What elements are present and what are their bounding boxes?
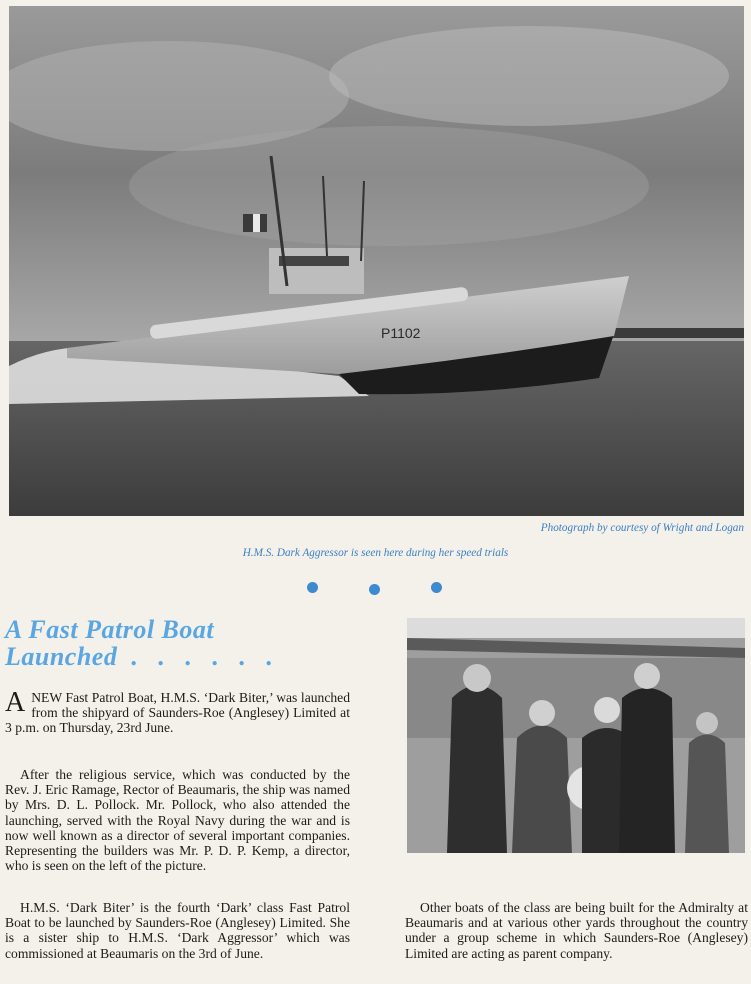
patrol-boat-photo: [9, 6, 744, 516]
section-divider-dots: [303, 582, 453, 602]
headline-leader-dots: . . . . . .: [131, 642, 280, 671]
article-paragraph-1: [5, 687, 350, 736]
headline-line-1: A Fast Patrol Boat: [5, 615, 215, 644]
launching-ceremony-photo: [407, 618, 745, 853]
photo-caption: H.M.S. Dark Aggressor is seen here during her speed trials: [242, 547, 509, 559]
canopy: [407, 618, 745, 638]
article-paragraph-4: Other boats of the class are being built for the Admiralty at Beaumaris and at various other yards throughout the country under a group scheme in which Saunders-Roe (Anglesey) Limited are acting as parent company.: [405, 900, 748, 961]
man-left-figure: [447, 686, 507, 854]
man-right-figure: [619, 688, 675, 853]
paragraph-1-text: NEW Fast Patrol Boat, H.M.S. ‘Dark Biter,’ was launched from the shipyard of Saunders-Roe (Anglesey) Limited at 3 p.m. on Thursday, 23rd June.: [5, 690, 350, 736]
photo-credit: Photograph by courtesy of Wright and Logan: [540, 522, 744, 534]
article-paragraph-2: After the religious service, which was conducted by the Rev. J. Eric Ramage, Rector of Beaumaris, the ship was named by Mrs. D. L. Pollock. Mr. Pollock, who also attended the launching, served with the Royal Navy during the war and is now well known as a director of several important companies. Representing the builders was Mr. P. D. P. Kemp, a director, who is seen on the left of the picture.: [5, 767, 350, 874]
patrol-boat-illustration: [9, 6, 744, 516]
divider-dot: [307, 582, 318, 593]
article-headline: [5, 616, 365, 670]
divider-dot: [431, 582, 442, 593]
drop-cap: A: [5, 687, 26, 718]
hull-marking: P1102: [381, 325, 421, 341]
headline-line-2: Launched: [5, 642, 118, 671]
woman-right-figure: [685, 735, 729, 854]
article-paragraph-3: H.M.S. ‘Dark Biter’ is the fourth ‘Dark’ class Fast Patrol Boat to be launched by Saunders-Roe (Anglesey) Limited. She is a sister ship to H.M.S. ‘Dark Aggressor’ which was commissioned at Beaumaris on the 3rd of June.: [5, 900, 350, 961]
divider-dot: [369, 584, 380, 595]
distant-shoreline: [599, 328, 744, 338]
ceremony-illustration: [407, 618, 745, 853]
woman-figure: [512, 726, 572, 854]
